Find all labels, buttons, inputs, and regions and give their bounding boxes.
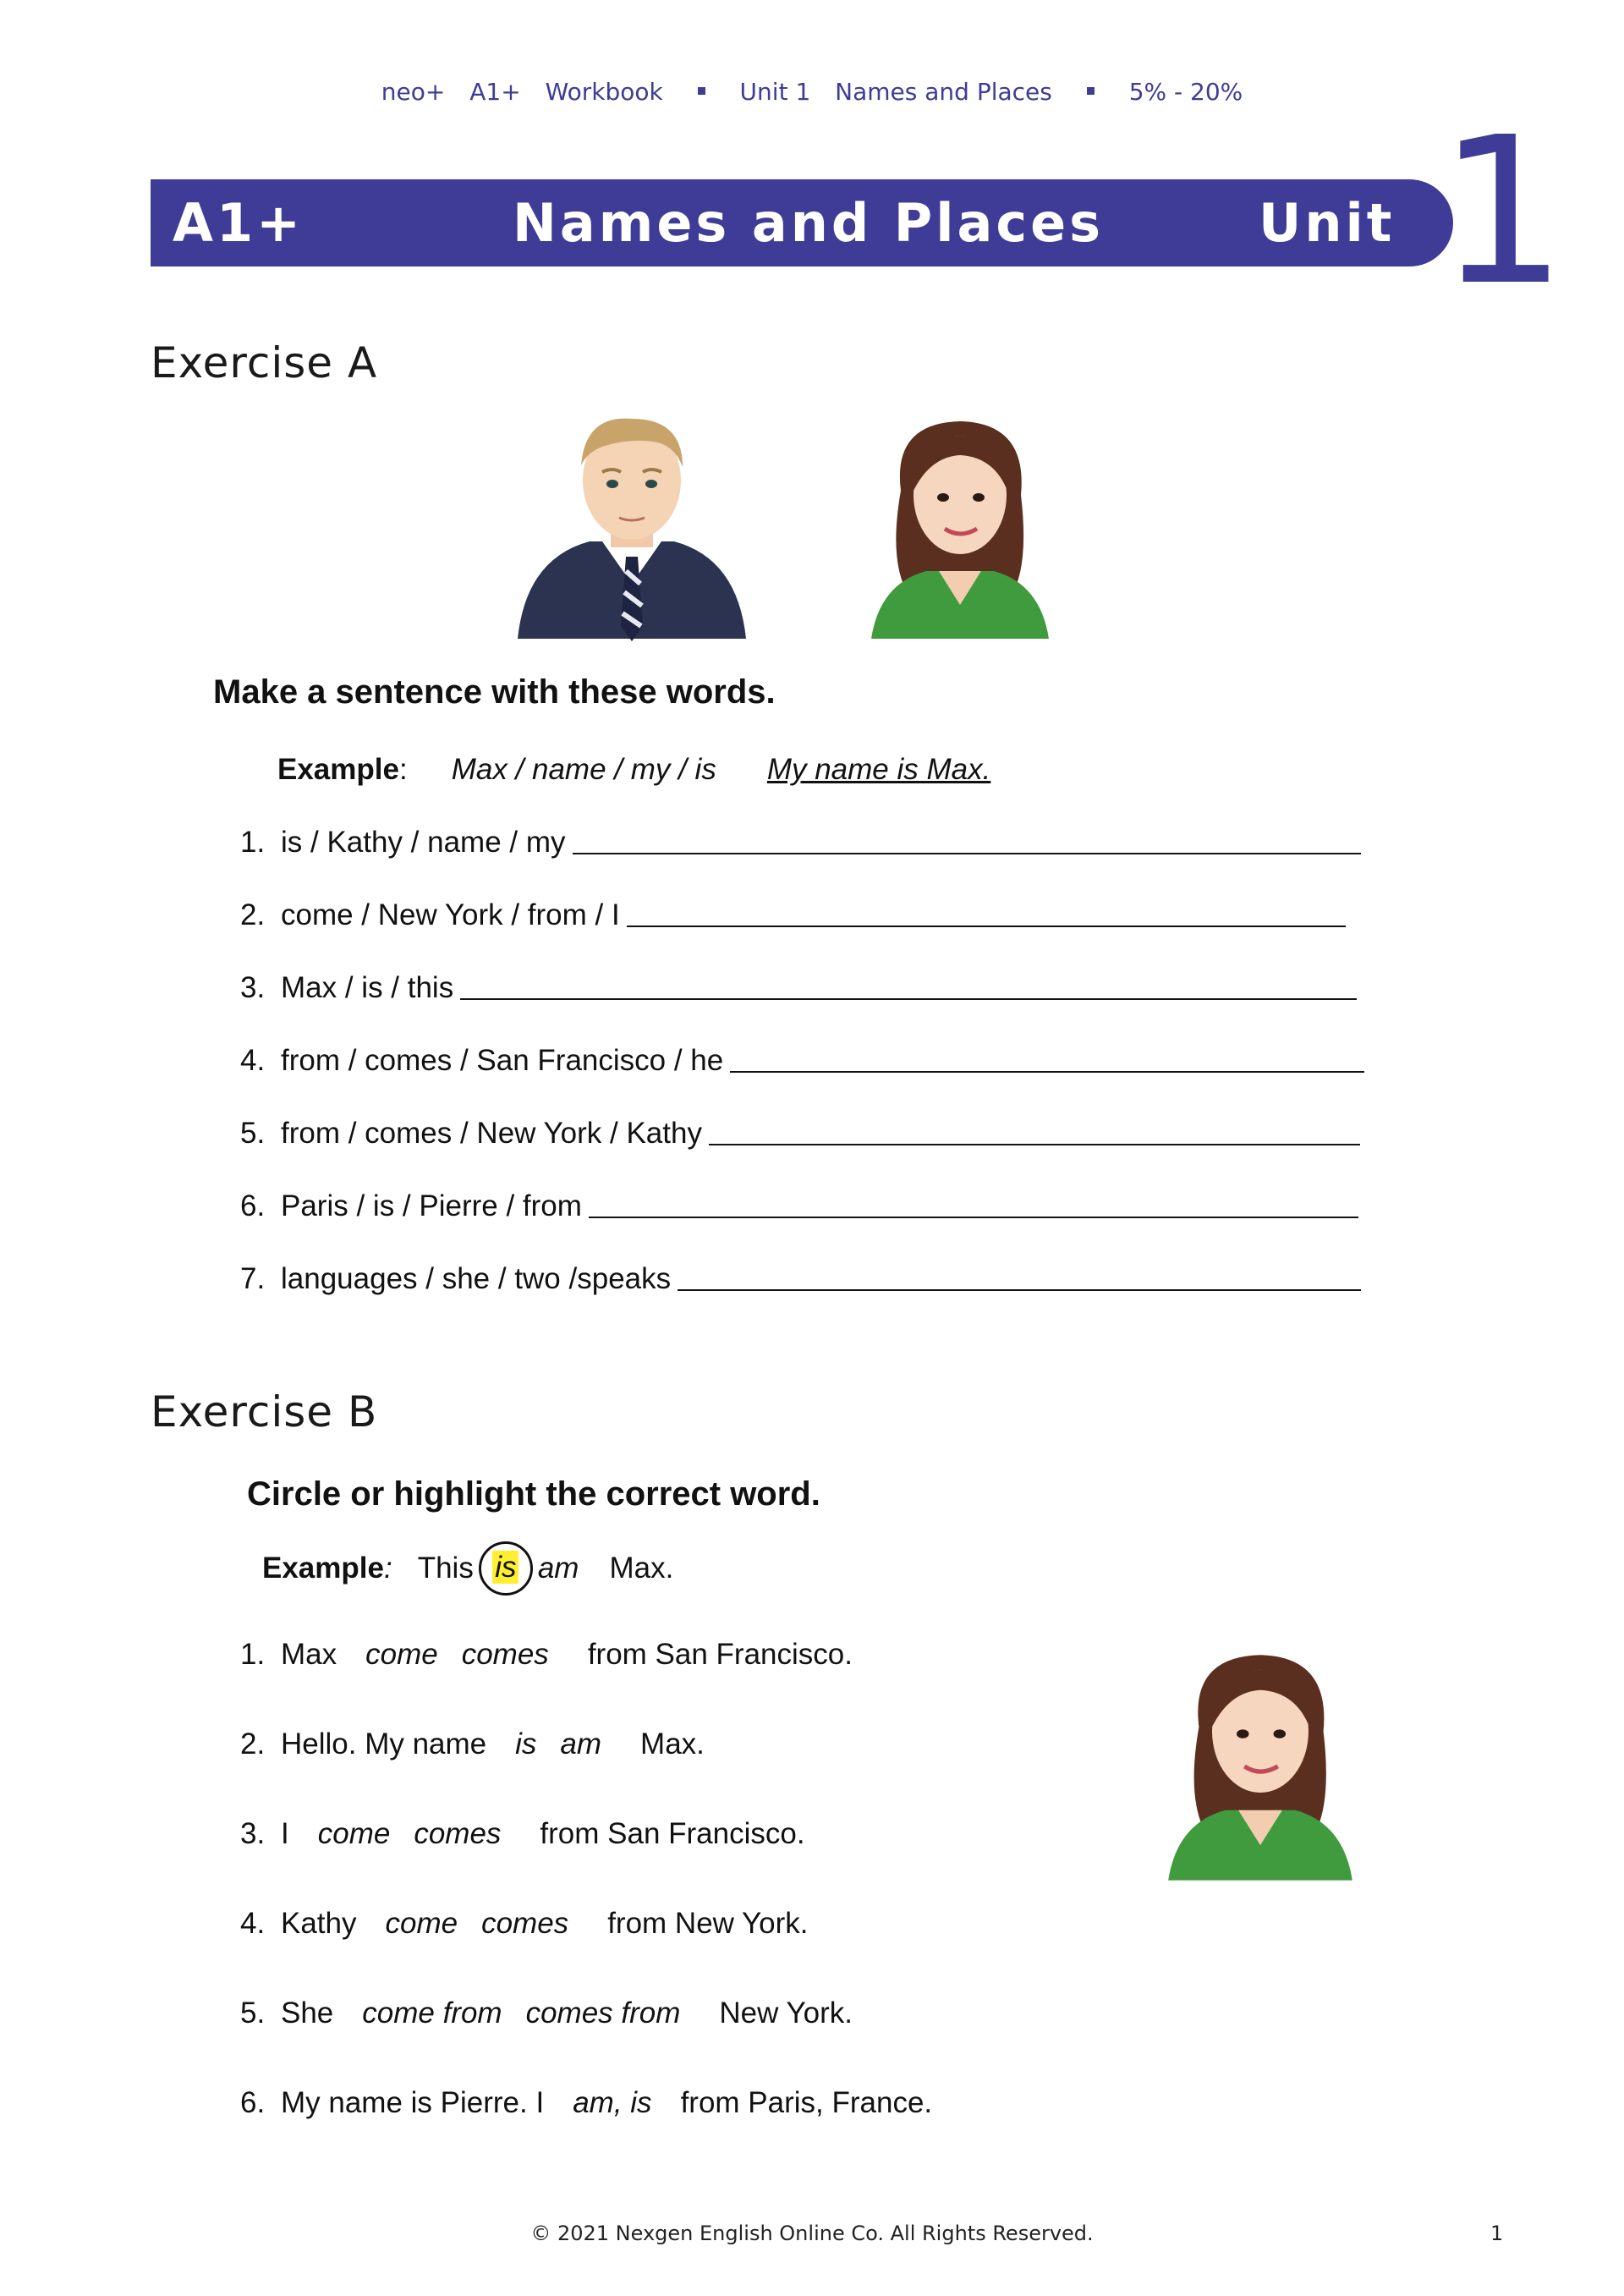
list-item [240, 1262, 1361, 1296]
exercise-a-heading: Exercise A [151, 338, 378, 387]
option-1[interactable]: am, is [573, 2086, 652, 2119]
banner-level: A1+ [173, 192, 304, 254]
woman-avatar [1163, 1648, 1358, 1889]
list-item [240, 1117, 1360, 1151]
item-before: My name is Pierre. I [281, 2086, 545, 2119]
item-number: 4. [240, 1044, 266, 1077]
item-number: 4. [240, 1907, 266, 1940]
item-after: from San Francisco. [587, 1638, 853, 1671]
list-item [240, 2086, 932, 2120]
item-after: New York. [719, 1997, 853, 2030]
option-2[interactable]: comes [414, 1817, 502, 1850]
item-words: come / New York / from / I [281, 898, 620, 931]
option-1[interactable]: is [515, 1727, 537, 1760]
crumb-brand: neo+ [381, 78, 446, 106]
option-1[interactable]: come from [362, 1997, 502, 2030]
item-words: is / Kathy / name / my [281, 826, 566, 859]
item-before: Hello. My name [281, 1727, 487, 1760]
exercise-a-example: Example : Max / name / my / is My name is Max. [277, 753, 991, 786]
item-after: from New York. [607, 1907, 809, 1940]
item-words: from / comes / New York / Kathy [281, 1117, 702, 1150]
list-item [240, 1727, 705, 1761]
crumb-book: Workbook [545, 78, 663, 106]
exercise-b-heading: Exercise B [151, 1387, 378, 1436]
list-item [240, 1189, 1358, 1223]
item-number: 5. [240, 1117, 266, 1150]
woman-avatar-icon [867, 415, 1053, 647]
example-prompt: Max / name / my / is [451, 753, 716, 786]
separator-square-icon [698, 87, 705, 95]
example-after: Max. [609, 1552, 674, 1585]
option-2[interactable]: comes [461, 1638, 549, 1671]
answer-line[interactable] [730, 1071, 1364, 1073]
item-before: Max [281, 1638, 337, 1671]
item-number: 3. [240, 971, 266, 1004]
answer-line[interactable] [589, 1217, 1358, 1218]
header-breadcrumb [0, 78, 1624, 106]
answer-line[interactable] [678, 1289, 1361, 1291]
item-words: languages / she / two /speaks [281, 1262, 672, 1295]
item-before: I [281, 1817, 289, 1850]
exercise-b-example: Example : This is am Max. [262, 1541, 673, 1596]
item-number: 6. [240, 1189, 266, 1222]
page-title: Names and Places [513, 192, 1105, 254]
item-before: Kathy [281, 1907, 357, 1940]
crumb-unit: Unit 1 [739, 78, 811, 106]
example-answer: My name is Max. [766, 753, 991, 786]
item-number: 5. [240, 1997, 266, 2030]
list-item [240, 1638, 853, 1672]
answer-line[interactable] [627, 926, 1346, 927]
item-number: 3. [240, 1817, 266, 1850]
option-1[interactable]: come [365, 1638, 438, 1671]
option-2[interactable]: am [560, 1727, 602, 1760]
page-number: 1 [1490, 2222, 1504, 2245]
footer-copyright: © 2021 Nexgen English Online Co. All Rights Reserved. [530, 2222, 1094, 2245]
list-item [240, 1044, 1364, 1078]
option-1[interactable]: come [385, 1907, 458, 1940]
item-number: 6. [240, 2086, 266, 2119]
item-words: Max / is / this [281, 971, 454, 1004]
crumb-topic: Names and Places [835, 78, 1052, 106]
example-label: Example [262, 1552, 384, 1585]
example-label: Example [277, 753, 399, 786]
item-after: from Paris, France. [680, 2086, 933, 2119]
separator-square-icon [1087, 87, 1095, 95]
item-after: Max. [640, 1727, 705, 1760]
item-number: 2. [240, 1727, 266, 1760]
item-number: 2. [240, 898, 266, 931]
woman-avatar-icon [1163, 1648, 1358, 1889]
option-2[interactable]: comes [481, 1907, 569, 1940]
title-banner [151, 179, 1453, 266]
man-avatar-icon [509, 415, 754, 651]
option-1[interactable]: come [317, 1817, 391, 1850]
list-item [240, 1817, 805, 1851]
item-number: 1. [240, 1638, 266, 1671]
exercise-b-instruction: Circle or highlight the correct word. [247, 1475, 820, 1513]
list-item [240, 1997, 853, 2030]
list-item [240, 971, 1357, 1005]
example-before: This [417, 1552, 474, 1585]
item-before: She [281, 1997, 334, 2030]
answer-line[interactable] [709, 1144, 1360, 1145]
man-avatar [509, 415, 754, 651]
unit-number: 1 [1438, 93, 1567, 330]
circled-answer: is [479, 1541, 533, 1596]
option-2[interactable]: comes from [525, 1997, 681, 2030]
exercise-a-instruction: Make a sentence with these words. [213, 673, 776, 711]
item-words: from / comes / San Francisco / he [281, 1044, 724, 1077]
answer-line[interactable] [460, 998, 1357, 1000]
answer-line[interactable] [573, 853, 1361, 854]
list-item [240, 826, 1361, 860]
crumb-level: A1+ [469, 78, 521, 106]
banner-unit-label: Unit [1259, 192, 1396, 254]
list-item [240, 1907, 809, 1941]
list-item [240, 898, 1346, 932]
item-number: 7. [240, 1262, 266, 1295]
example-other: am [537, 1552, 579, 1585]
item-words: Paris / is / Pierre / from [281, 1189, 582, 1222]
item-after: from San Francisco. [540, 1817, 805, 1850]
woman-avatar [867, 415, 1053, 647]
crumb-progress: 5% - 20% [1128, 78, 1243, 106]
item-number: 1. [240, 826, 266, 859]
